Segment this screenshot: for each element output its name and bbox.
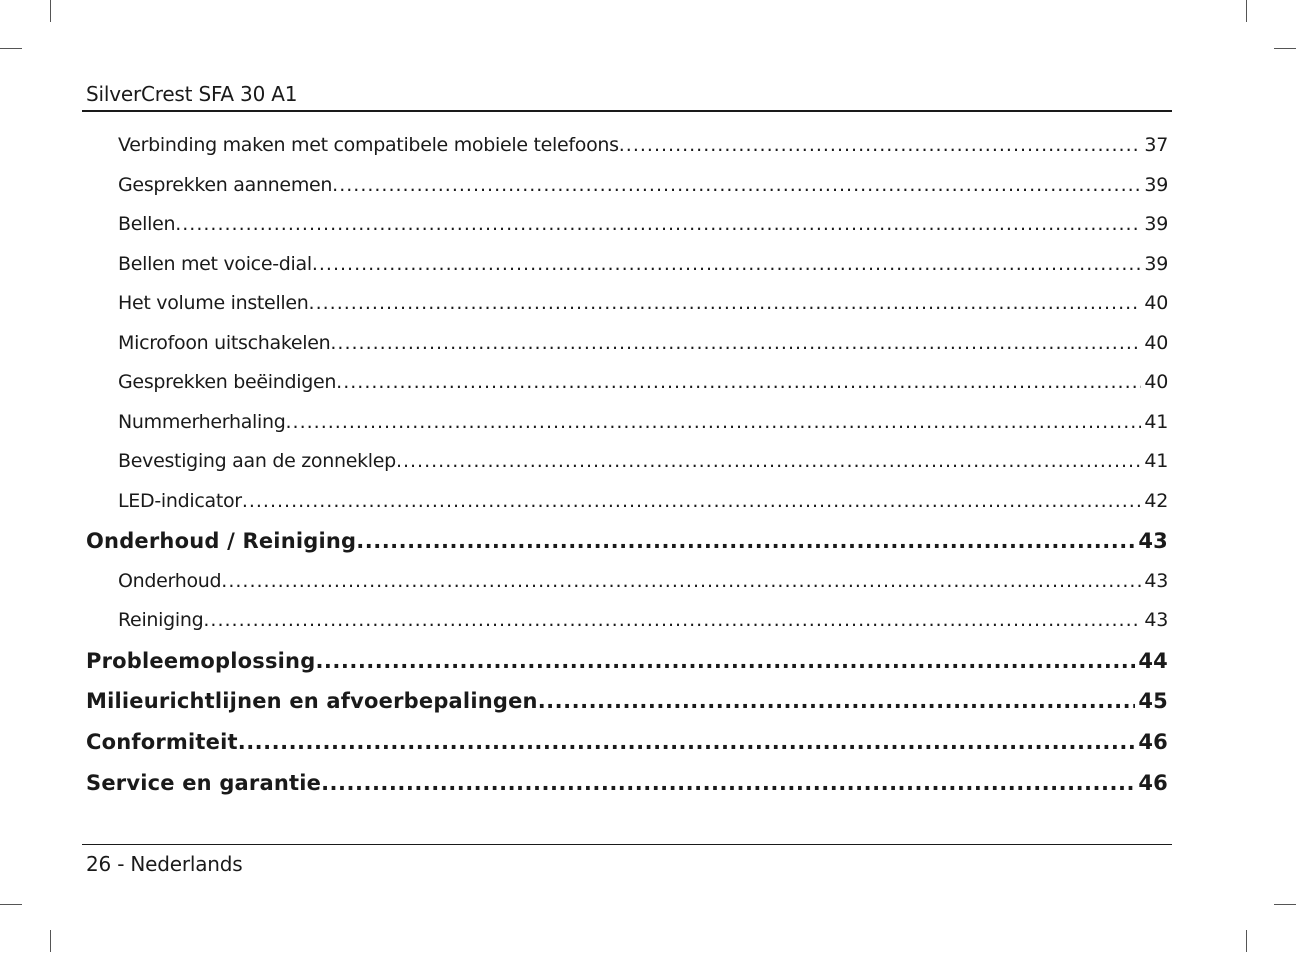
toc-main-entry[interactable] — [86, 681, 1168, 722]
toc-dot-leader — [336, 363, 1141, 403]
toc-entry-page-number: 45 — [1138, 689, 1168, 714]
toc-dot-leader — [309, 284, 1142, 324]
toc-sub-entry[interactable] — [86, 403, 1168, 443]
toc-entry-label: LED-indicator — [118, 489, 242, 512]
toc-dot-leader — [286, 403, 1142, 443]
page-header-title: SilverCrest SFA 30 A1 — [86, 82, 298, 106]
toc-entry-label: Conformiteit — [86, 730, 238, 755]
toc-entry-label: Bellen — [118, 213, 176, 235]
toc-dot-leader — [221, 562, 1141, 602]
toc-main-entry[interactable] — [86, 521, 1168, 562]
toc-entry-label: Onderhoud — [118, 569, 222, 592]
toc-sub-entry[interactable] — [86, 601, 1168, 641]
toc-entry-page-number: 43 — [1144, 569, 1168, 592]
toc-entry-page-number: 43 — [1144, 609, 1168, 632]
toc-dot-leader — [330, 324, 1141, 364]
toc-entry-page-number: 44 — [1138, 648, 1168, 673]
crop-mark — [50, 930, 51, 952]
toc-sub-entry[interactable] — [86, 126, 1168, 166]
toc-dot-leader — [203, 601, 1141, 641]
toc-dot-leader — [332, 166, 1141, 206]
toc-sub-entry[interactable] — [86, 245, 1168, 285]
toc-dot-leader — [356, 521, 1135, 562]
toc-main-entry[interactable] — [86, 641, 1168, 682]
crop-mark — [0, 904, 22, 905]
toc-entry-label: Verbinding maken met compatibele mobiele telefoons — [118, 134, 619, 156]
toc-entry-label: Gesprekken aannemen — [118, 173, 333, 196]
toc-entry-page-number: 46 — [1138, 770, 1168, 795]
crop-mark — [50, 0, 51, 22]
toc-sub-entry[interactable] — [86, 562, 1168, 602]
toc-entry-page-number: 46 — [1138, 730, 1168, 755]
toc-entry-page-number: 42 — [1144, 489, 1168, 512]
toc-dot-leader — [238, 722, 1136, 763]
toc-entry-page-number: 39 — [1144, 252, 1168, 275]
toc-entry-label: Nummerherhaling — [118, 410, 286, 433]
footer-rule — [82, 844, 1172, 845]
toc-dot-leader — [396, 442, 1141, 482]
crop-mark — [1274, 48, 1296, 49]
toc-sub-entry[interactable] — [86, 284, 1168, 324]
toc-entry-label: Milieurichtlijnen en afvoerbepalingen — [86, 689, 538, 714]
crop-mark — [1246, 930, 1247, 952]
toc-sub-entry[interactable] — [86, 482, 1168, 522]
toc-dot-leader — [619, 126, 1142, 166]
toc-sub-entry[interactable] — [86, 205, 1168, 245]
toc-dot-leader — [312, 245, 1142, 285]
toc-entry-page-number: 43 — [1138, 529, 1168, 553]
header-rule — [82, 110, 1172, 112]
toc-sub-entry[interactable] — [86, 442, 1168, 482]
toc-entry-page-number: 41 — [1144, 410, 1168, 433]
toc-main-entry[interactable] — [86, 722, 1168, 763]
toc-entry-label: Bevestiging aan de zonneklep — [118, 450, 396, 472]
crop-mark — [1246, 0, 1247, 22]
toc-dot-leader — [175, 205, 1141, 245]
toc-entry-label: Probleemoplossing — [86, 648, 316, 673]
crop-mark — [0, 48, 22, 49]
toc-main-entry[interactable] — [86, 763, 1168, 804]
toc-entry-page-number: 39 — [1144, 213, 1168, 235]
toc-sub-entry[interactable] — [86, 324, 1168, 364]
toc-entry-page-number: 40 — [1144, 292, 1168, 314]
crop-mark — [1274, 904, 1296, 905]
toc-entry-label: Service en garantie — [86, 770, 322, 795]
toc-entry-page-number: 40 — [1144, 331, 1168, 354]
table-of-contents — [86, 126, 1168, 803]
toc-entry-label: Het volume instellen — [118, 292, 309, 314]
page-footer: 26 - Nederlands — [86, 852, 243, 876]
toc-dot-leader — [242, 482, 1142, 522]
toc-entry-label: Onderhoud / Reiniging — [86, 529, 357, 553]
toc-entry-label: Reiniging — [118, 609, 204, 632]
toc-entry-page-number: 41 — [1144, 450, 1168, 472]
toc-sub-entry[interactable] — [86, 363, 1168, 403]
toc-dot-leader — [538, 681, 1136, 722]
toc-entry-label: Bellen met voice-dial — [118, 252, 312, 275]
toc-dot-leader — [315, 641, 1135, 682]
toc-entry-label: Microfoon uitschakelen — [118, 331, 331, 354]
toc-sub-entry[interactable] — [86, 166, 1168, 206]
toc-entry-page-number: 39 — [1144, 173, 1168, 196]
toc-dot-leader — [321, 763, 1135, 804]
toc-entry-label: Gesprekken beëindigen — [118, 371, 337, 393]
toc-entry-page-number: 37 — [1144, 134, 1168, 156]
toc-entry-page-number: 40 — [1144, 371, 1168, 393]
